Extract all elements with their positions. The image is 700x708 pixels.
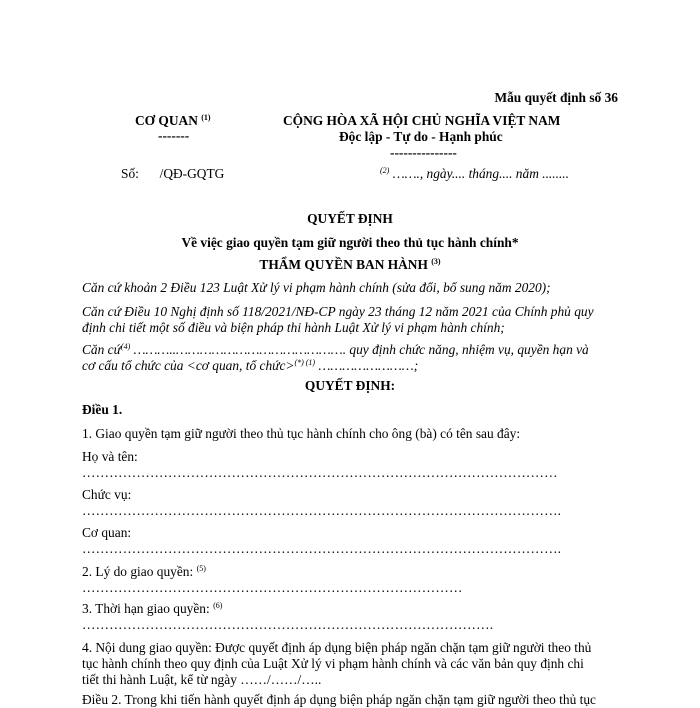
document-number-value: /QĐ-GQTG [159,166,225,181]
agency-name-text: CƠ QUAN [135,113,198,128]
date-line [380,166,569,182]
reason-label: 2. Lý do giao quyền: [82,564,194,579]
agency-field[interactable]: ……………………………………………………………………………………………. [82,541,562,556]
decision-title: QUYẾT ĐỊNH [307,211,393,226]
date-text: ……., ngày.... tháng.... năm ........ [392,166,570,181]
republic-name: CỘNG HÒA XÃ HỘI CHỦ NGHĨA VIỆT NAM [283,113,561,128]
basis-line-3 [82,342,589,358]
decides-heading: QUYẾT ĐỊNH: [304,378,396,393]
basis-line-4 [82,358,418,374]
article-1-title: Điều 1. [82,402,123,417]
form-number-label: Mẫu quyết định số 36 [494,90,618,105]
duration-label: 3. Thời hạn giao quyền: [82,601,210,616]
issuing-authority [0,257,700,273]
name-field[interactable]: …………………………………………………………………………………………… [82,465,558,480]
reason-footnote-ref: (5) [196,564,206,573]
article-1-item-3 [82,601,222,617]
article-1-item-4b: tục hành chính theo quy định của Luật Xử lý vi phạm hành chính và các văn bản quy định chi [82,656,584,671]
agency-name [135,113,211,129]
name-label: Họ và tên: [82,449,138,464]
document-number-label: Số: [121,166,139,181]
issuing-authority-text: THẨM QUYỀN BAN HÀNH [259,257,428,272]
basis-line-2b: định chi tiết một số điều và biện pháp thi hành Luật Xử lý vi phạm hành chính; [82,320,505,335]
duration-footnote-ref: (6) [213,601,223,610]
basis-footnote-ref-1: (*) (1) [294,358,316,367]
article-1-item-1: 1. Giao quyền tạm giữ người theo thủ tục hành chính cho ông (bà) có tên sau đây: [82,426,521,441]
agency-footnote-ref: (1) [201,113,211,122]
basis-footnote-ref-4: (4) [120,342,131,351]
date-footnote-ref: (2) [380,166,390,175]
duration-field[interactable]: ………………………………………………………………………………. [82,617,494,632]
article-1-item-2 [82,564,206,580]
basis-line-4-rest: ……………………; [318,358,419,373]
document-number [121,166,224,182]
basis-line-2a: Căn cứ Điều 10 Nghị định số 118/2021/NĐ-CP ngày 23 tháng 12 năm 2021 của Chính phủ quy [82,304,594,319]
agency-label: Cơ quan: [82,525,132,540]
authority-footnote-ref: (3) [431,257,441,266]
article-1-item-4c: tiết thi hành Luật, kể từ ngày ……/……/….. [82,672,322,687]
republic-motto: Độc lập - Tự do - Hạnh phúc [339,129,503,144]
agency-underline: ------- [158,128,190,143]
reason-field[interactable]: ………………………………………………………………………… [82,580,463,595]
position-field[interactable]: ……………………………………………………………………………………………. [82,503,562,518]
position-label: Chức vụ: [82,487,132,502]
article-2-partial: Điều 2. Trong khi tiến hành quyết định áp dụng biện pháp ngăn chặn tạm giữ người theo thủ tục [82,692,597,707]
motto-underline: --------------- [390,145,457,160]
basis-line-3-start: Căn cứ [82,342,121,357]
decision-subject: Về việc giao quyền tạm giữ người theo thủ tục hành chính* [181,235,519,250]
article-1-item-4a: 4. Nội dung giao quyền: Được quyết định áp dụng biện pháp ngăn chặn tạm giữ người theo thủ [82,640,592,655]
basis-line-1: Căn cứ khoản 2 Điều 123 Luật Xử lý vi phạm hành chính (sửa đổi, bổ sung năm 2020); [82,280,551,295]
basis-line-4-start: cơ cấu tổ chức của <cơ quan, tổ chức> [82,358,295,373]
basis-line-3-rest: ………..……………………………………. quy định chức năng, nhiệm vụ, quyền hạn và [133,342,589,357]
